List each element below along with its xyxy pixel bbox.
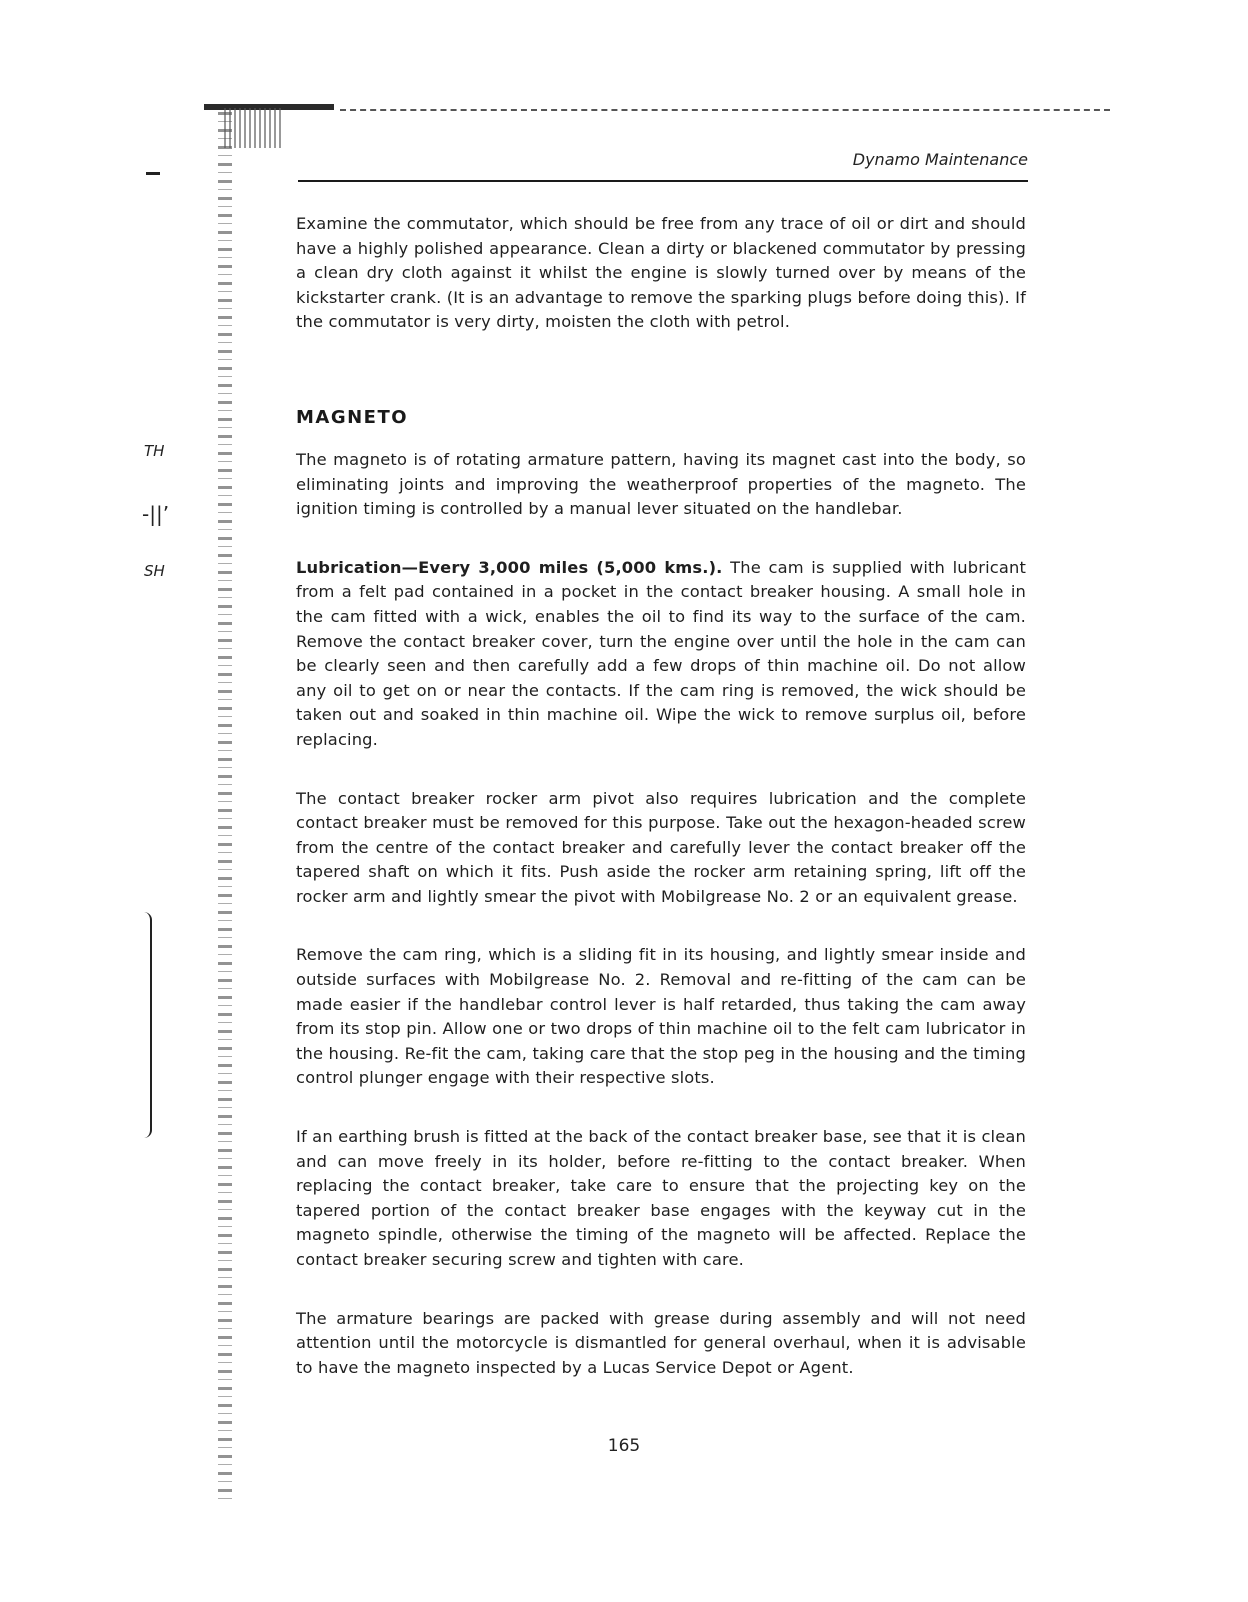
paragraph-rocker-arm: The contact breaker rocker arm pivot also requires lubrication and the complete contact breaker must be removed for this purpose. Take out the hexagon-headed screw from the centre of the contact breaker and carefully lever the contact breaker off the tapered shaft on which it fits. Push aside the rocker arm retaining spring, lift off the rocker arm and lightly smear the pivot with Mobilgrease No. 2 or an equivalent grease. [296, 788, 1026, 906]
margin-dash-mark [146, 172, 160, 175]
margin-bracket [138, 912, 152, 1138]
margin-note-th: TH [144, 442, 165, 460]
top-scan-rule [340, 109, 1110, 111]
paragraph-lubrication [296, 556, 1026, 753]
binding-edge [218, 112, 232, 1502]
paragraph-commutator: Examine the commutator, which should be free from any trace of oil or dirt and should have a highly polished appearance. Clean a dirty or blackened commutator by pressing a clean dry cloth against it whilst the engine is slowly turned over by means of the kickstarter crank. (It is an advantage to remove the sparking plugs before doing this). If the commutator is very dirty, moisten the cloth with petrol. [296, 214, 1026, 332]
paragraph-earthing-brush: If an earthing brush is fitted at the back of the contact breaker base, see that it is clean and can move freely in its holder, before re-fitting to the contact breaker. When replacing the contact breaker, take care to ensure that the projecting key on the tapered portion of the contact breaker base engages with the keyway cut in the magneto spindle, otherwise the timing of the magneto will be affected. Replace the contact breaker securing screw and tighten with care. [296, 1127, 1026, 1269]
margin-note-sh: SH [144, 562, 165, 580]
body-text [296, 212, 1026, 1380]
section-heading-magneto: MAGNETO [296, 406, 409, 428]
paragraph-armature-bearings: The armature bearings are packed with grease during assembly and will not need attention until the motorcycle is dismantled for general overhaul, when it is advisable to have the magneto inspected by a Lucas Service Depot or Agent. [296, 1308, 1026, 1377]
running-header: Dynamo Maintenance [852, 150, 1028, 169]
paragraph-lubrication-text: The cam is supplied with lubricant from a felt pad contained in a pocket in the contact breaker housing. A small hole in the cam fitted with a wick, enables the oil to find its way to the surface of the cam. Remove the contact breaker cover, turn the engine over until the hole in the cam can be clearly seen and then carefully add a few drops of thin machine oil. Do not allow any oil to get on or near the contacts. If the cam ring is removed, the wick should be taken out and soaked in thin machine oil. Wipe the wick to remove surplus oil, before replacing. [296, 557, 1026, 749]
margin-glyph-mark: -||’ [142, 502, 170, 526]
run-in-heading-lubrication: Lubrication—Every 3,000 miles (5,000 kms.). [296, 557, 723, 577]
scan-smudge [224, 108, 284, 148]
paragraph-cam-ring: Remove the cam ring, which is a sliding fit in its housing, and lightly smear inside and outside surfaces with Mobilgrease No. 2. Removal and re-fitting of the cam can be made easier if the handlebar control lever is half retarded, thus taking the cam away from its stop pin. Allow one or two drops of thin machine oil to the felt cam lubricator in the housing. Re-fit the cam, taking care that the stop peg in the housing and the timing control plunger engage with their respective slots. [296, 945, 1026, 1088]
header-rule [298, 180, 1028, 182]
paragraph-magneto-intro: The magneto is of rotating armature pattern, having its magnet cast into the body, so eliminating joints and improving the weatherproof properties of the magneto. The ignition timing is controlled by a manual lever situated on the handlebar. [296, 449, 1026, 519]
page-number: 165 [607, 1436, 641, 1456]
